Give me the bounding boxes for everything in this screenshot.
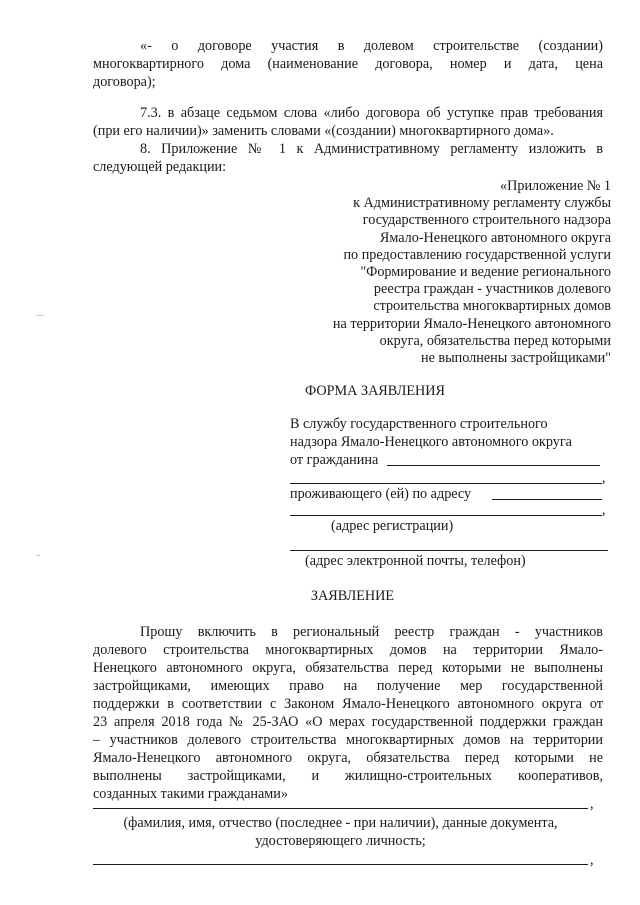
details-caption-line-2: удостоверяющего личность;	[255, 833, 426, 849]
margin-mark: ⌒	[36, 316, 46, 326]
appendix-line: Ямало-Ненецкого автономного округа	[379, 229, 611, 246]
item-7-3-line-2: (при его наличии)» заменить словами «(создании) многоквартирного дома».	[93, 123, 554, 139]
registration-address-caption: (адрес регистрации)	[331, 518, 454, 534]
appendix-line: «Приложение № 1	[500, 178, 611, 194]
quote-line-3: договора);	[93, 74, 156, 90]
statement-line: – участников долевого строительства многоквартирных домов на территории	[93, 732, 603, 748]
statement-title: ЗАЯВЛЕНИЕ	[310, 588, 395, 604]
statement-line: 23 апреля 2018 года № 25-ЗАО «О мерах государственной поддержки граждан	[93, 714, 603, 730]
appendix-line: строительства многоквартирных домов	[373, 298, 611, 315]
address-field-continued[interactable]	[290, 515, 602, 516]
applicant-name-field-continued[interactable]	[290, 483, 602, 484]
quote-line-1: «- о договоре участия в долевом строительстве (создании)	[140, 38, 603, 54]
statement-line: застройщиками, имеющих право на получение мер государственной	[93, 678, 603, 694]
addressee-line-2: надзора Ямало-Ненецкого автономного округа	[290, 434, 572, 450]
comma: ,	[602, 470, 606, 486]
margin-mark: –	[36, 551, 41, 561]
address-field[interactable]	[492, 499, 602, 500]
item-7-3-line-1: 7.3. в абзаце седьмом слова «либо договора об уступке прав требования	[140, 105, 603, 121]
form-title: ФОРМА ЗАЯВЛЕНИЯ	[305, 383, 445, 399]
residing-label: проживающего (ей) по адресу	[290, 486, 472, 502]
addressee-line-1: В службу государственного строительного	[290, 416, 548, 432]
appendix-line: округа, обязательства перед которыми	[379, 332, 611, 349]
appendix-header	[280, 178, 611, 367]
applicant-details-field[interactable]	[93, 808, 588, 809]
comma: ,	[602, 502, 606, 518]
contact-caption: (адрес электронной почты, телефон)	[305, 553, 526, 569]
statement-line: созданных такими гражданами»	[93, 786, 288, 802]
statement-line: поддержки в соответствии с Законом Ямало-Ненецкого автономного округа от	[93, 696, 603, 712]
statement-line: выполнены застройщиками, и жилищно-строительных кооперативов,	[93, 768, 603, 784]
appendix-line: на территории Ямало-Ненецкого автономного	[332, 315, 611, 332]
from-label: от гражданина	[290, 452, 379, 468]
statement-line: Ненецкого автономного округа, обязательства перед которыми не выполнены	[93, 660, 603, 676]
appendix-line: "Формирование и ведение регионального	[360, 264, 611, 281]
statement-line: Ямало-Ненецкого автономного округа, обязательства перед которыми не	[93, 750, 603, 766]
item-8-line-2: следующей редакции:	[93, 159, 227, 175]
statement-line: Прошу включить в региональный реестр граждан - участников	[140, 624, 603, 640]
item-8-line-1: 8. Приложение № 1 к Административному регламенту изложить в	[140, 141, 603, 157]
comma: ,	[590, 852, 594, 868]
appendix-line: не выполнены застройщиками"	[420, 350, 611, 367]
appendix-line: государственного строительного надзора	[362, 212, 611, 229]
quote-line-2: многоквартирного дома (наименование договора, номер и дата, цена	[93, 56, 603, 72]
appendix-line: реестра граждан - участников долевого	[373, 281, 611, 298]
comma: ,	[590, 796, 594, 812]
applicant-name-field[interactable]	[387, 465, 600, 466]
contact-field[interactable]	[290, 550, 608, 551]
details-caption-line-1: (фамилия, имя, отчество (последнее - при наличии), данные документа,	[123, 815, 558, 831]
appendix-line: по предоставлению государственной услуги	[343, 246, 611, 263]
additional-details-field[interactable]	[93, 864, 588, 865]
statement-line: долевого строительства многоквартирных домов на территории Ямало-	[93, 642, 603, 658]
appendix-line: к Административному регламенту службы	[353, 195, 611, 212]
